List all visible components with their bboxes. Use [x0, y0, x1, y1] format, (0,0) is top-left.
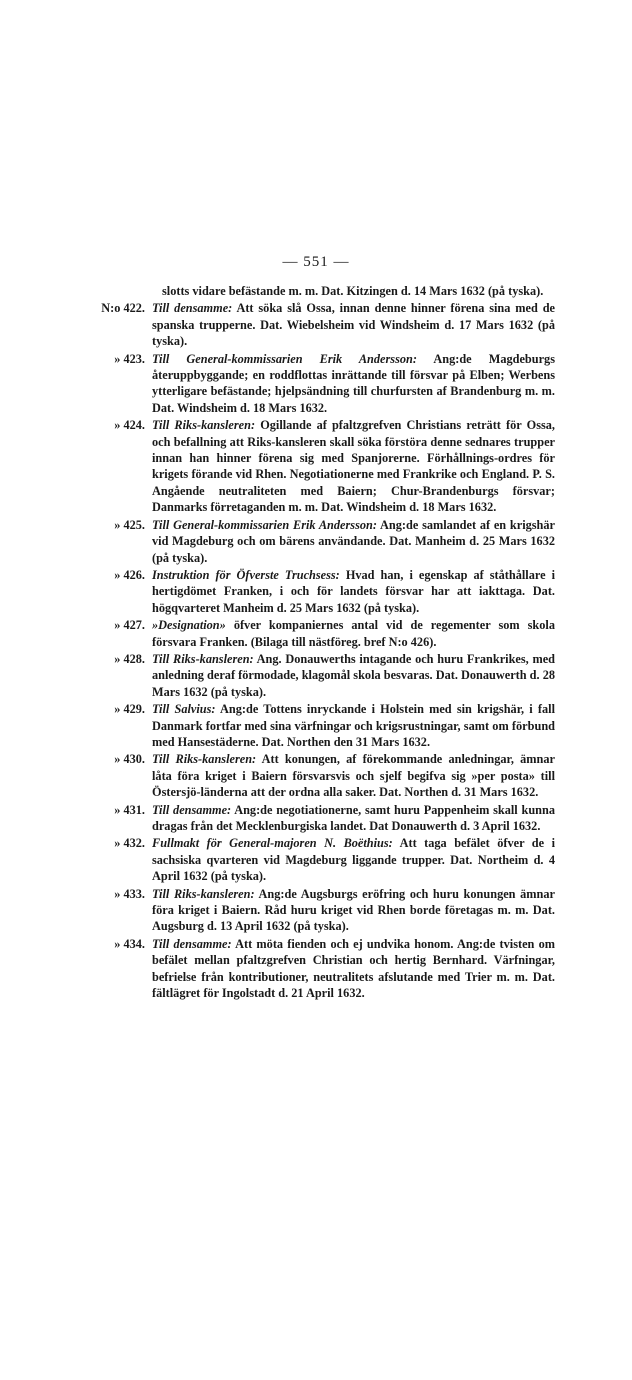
register-entry	[80, 835, 555, 884]
entry-body: Hvad han, i egenskap af ståthållare i hertigdömet Franken, i och för landets försvar har att iakttaga. Dat. högqvarteret Manheim d. 25 Mars 1632 (på tyska).	[152, 567, 555, 615]
letter-register	[80, 283, 555, 1002]
entry-heading: Instruktion för Öfverste Truchsess:	[152, 567, 340, 582]
entry-number: » 427.	[114, 618, 145, 633]
register-entry	[80, 701, 555, 750]
entry-number: N:o 422.	[101, 301, 145, 316]
entry-heading: Till densamme:	[152, 301, 233, 316]
entry-text	[152, 701, 555, 750]
entry-text	[152, 617, 555, 650]
entry-text	[152, 351, 555, 417]
entry-heading: Till Riks-kansleren:	[152, 418, 256, 433]
entry-heading: Till General-kommissarien Erik Andersson:	[152, 351, 417, 366]
entry-body: Att taga befälet öfver de i sachsiska qvarteren vid Magdeburg liggande trupper. Dat. Northeim d. 4 April 1632 (på tyska).	[152, 836, 556, 884]
entry-body: Att konungen, af förekommande anledningar, ämnar låta föra kriget i Baiern försvarsvis och sjelf begifva sig »per posta» till Östersjö-länderna att der ordna alla saker. Dat. Northen d. 31 Mars 1632.	[152, 752, 555, 800]
register-entry	[80, 417, 555, 515]
entry-number: » 428.	[114, 651, 145, 666]
entry-number: » 429.	[114, 702, 145, 717]
register-entry	[80, 651, 555, 700]
entry-heading: Till Riks-kansleren:	[152, 752, 257, 767]
entry-text	[152, 802, 555, 835]
entry-text	[152, 751, 555, 800]
entry-heading: Till densamme:	[152, 936, 232, 951]
entry-number: » 425.	[114, 517, 145, 532]
entry-number: » 433.	[114, 886, 145, 901]
entry-number: » 424.	[114, 418, 145, 433]
register-entry	[80, 617, 555, 650]
entry-heading: Till Riks-kansleren:	[152, 886, 255, 901]
register-entry	[80, 886, 555, 935]
entry-heading: Till General-kommissarien Erik Andersson:	[152, 517, 377, 532]
entry-body: öfver kompaniernes antal vid de regementer som skola försvara Franken. (Bilaga till nästföreg. bref N:o 426).	[152, 618, 555, 649]
entry-text	[152, 567, 555, 616]
entry-heading: Till densamme:	[152, 802, 232, 817]
entry-number: » 430.	[114, 752, 145, 767]
entry-body: Ang. Donauwerths intagande och huru Frankrikes, med anledning deraf förmodade, klagomål skola besvaras. Dat. Donauwerth d. 28 Mars 1632 (på tyska).	[152, 651, 555, 699]
entry-heading: »Designation»	[152, 618, 226, 633]
entry-body: Ang:de negotiationerne, samt huru Pappenheim skall kunna dragas från det Mecklenburgiska landet. Dat Donauwerth d. 3 April 1632.	[152, 802, 555, 833]
register-entry	[80, 567, 555, 616]
entry-text	[152, 835, 555, 884]
entry-body: Ang:de Tottens inryckande i Holstein med sin krigshär, i fall Danmark fortfar med sina värfningar och krigsrustningar, samt om förbund med Hansestäderne. Dat. Northen den 31 Mars 1632.	[152, 702, 555, 749]
entry-heading: Till Salvius:	[152, 702, 216, 717]
entry-body: Att möta fienden och ej undvika honom. Ang:de tvisten om befälet mellan pfaltzgrefven Christian och hertig Bernhard. Värfningar, befrielse från kontributioner, neutralitets afslutande med Trier m. m. Dat. fältlägret för Ingolstadt d. 21 April 1632.	[152, 936, 555, 1001]
entry-number: » 426.	[114, 567, 145, 582]
entry-heading: Fullmakt för General-majoren N. Boëthius:	[152, 836, 393, 851]
entry-body: Ang:de Augsburgs eröfring och huru konungen ämnar föra kriget i Baiern. Råd huru kriget vid Rhen borde företagas m. m. Dat. Augsburg d. 13 April 1632 (på tyska).	[152, 886, 555, 934]
entry-number: » 423.	[114, 351, 145, 366]
register-entry	[80, 351, 555, 417]
entry-number: » 432.	[114, 836, 145, 851]
entry-text	[152, 417, 555, 515]
entry-text	[152, 517, 555, 566]
register-entry	[80, 802, 555, 835]
entry-text	[152, 886, 555, 935]
entry-body: Ogillande af pfaltzgrefven Christians reträtt för Ossa, och befallning att Riks-kansleren skall söka förstöra denne sednares trupper innan han hinner förena sig med Spanjorerne. Förhållnings-ordres för krigets förande vid Rhen. Negotiationerne med Frankrike och England. P. S. Angående neutraliteten med Baiern; Chur-Brandenburgs försvar; Danmarks förretaganden m. m. Dat. Windsheim d. 18 Mars 1632.	[152, 418, 556, 515]
page-number: — 551 —	[282, 254, 350, 270]
entry-body: Ang:de Magdeburgs återuppbyggande; en roddflottas inrättande till försvar på Elben; Werbens ytterligare befästande; hjelpsändning till churfursten af Brandenburg m. m. Dat. Windsheim d. 18 Mars 1632.	[152, 351, 555, 415]
entry-text	[152, 300, 555, 349]
entry-body: Att söka slå Ossa, innan denne hinner förena sina med de spanska trupperne. Dat. Wiebelsheim vid Windsheim d. 17 Mars 1632 (på tyska).	[152, 301, 555, 349]
entry-number: » 431.	[114, 802, 145, 817]
entry-text	[152, 651, 555, 700]
entry-text	[152, 936, 555, 1002]
register-entry	[80, 751, 555, 800]
register-entry	[80, 300, 555, 349]
continuation-paragraph: slotts vidare befästande m. m. Dat. Kitzingen d. 14 Mars 1632 (på tyska).	[162, 284, 544, 298]
entry-number: » 434.	[114, 936, 145, 951]
register-entry	[80, 517, 555, 566]
register-entry	[80, 936, 555, 1002]
entry-body: Ang:de samlandet af en krigshär vid Magdeburg och om bärens användande. Dat. Manheim d. 25 Mars 1632 (på tyska).	[152, 517, 555, 565]
entry-heading: Till Riks-kansleren:	[152, 651, 254, 666]
